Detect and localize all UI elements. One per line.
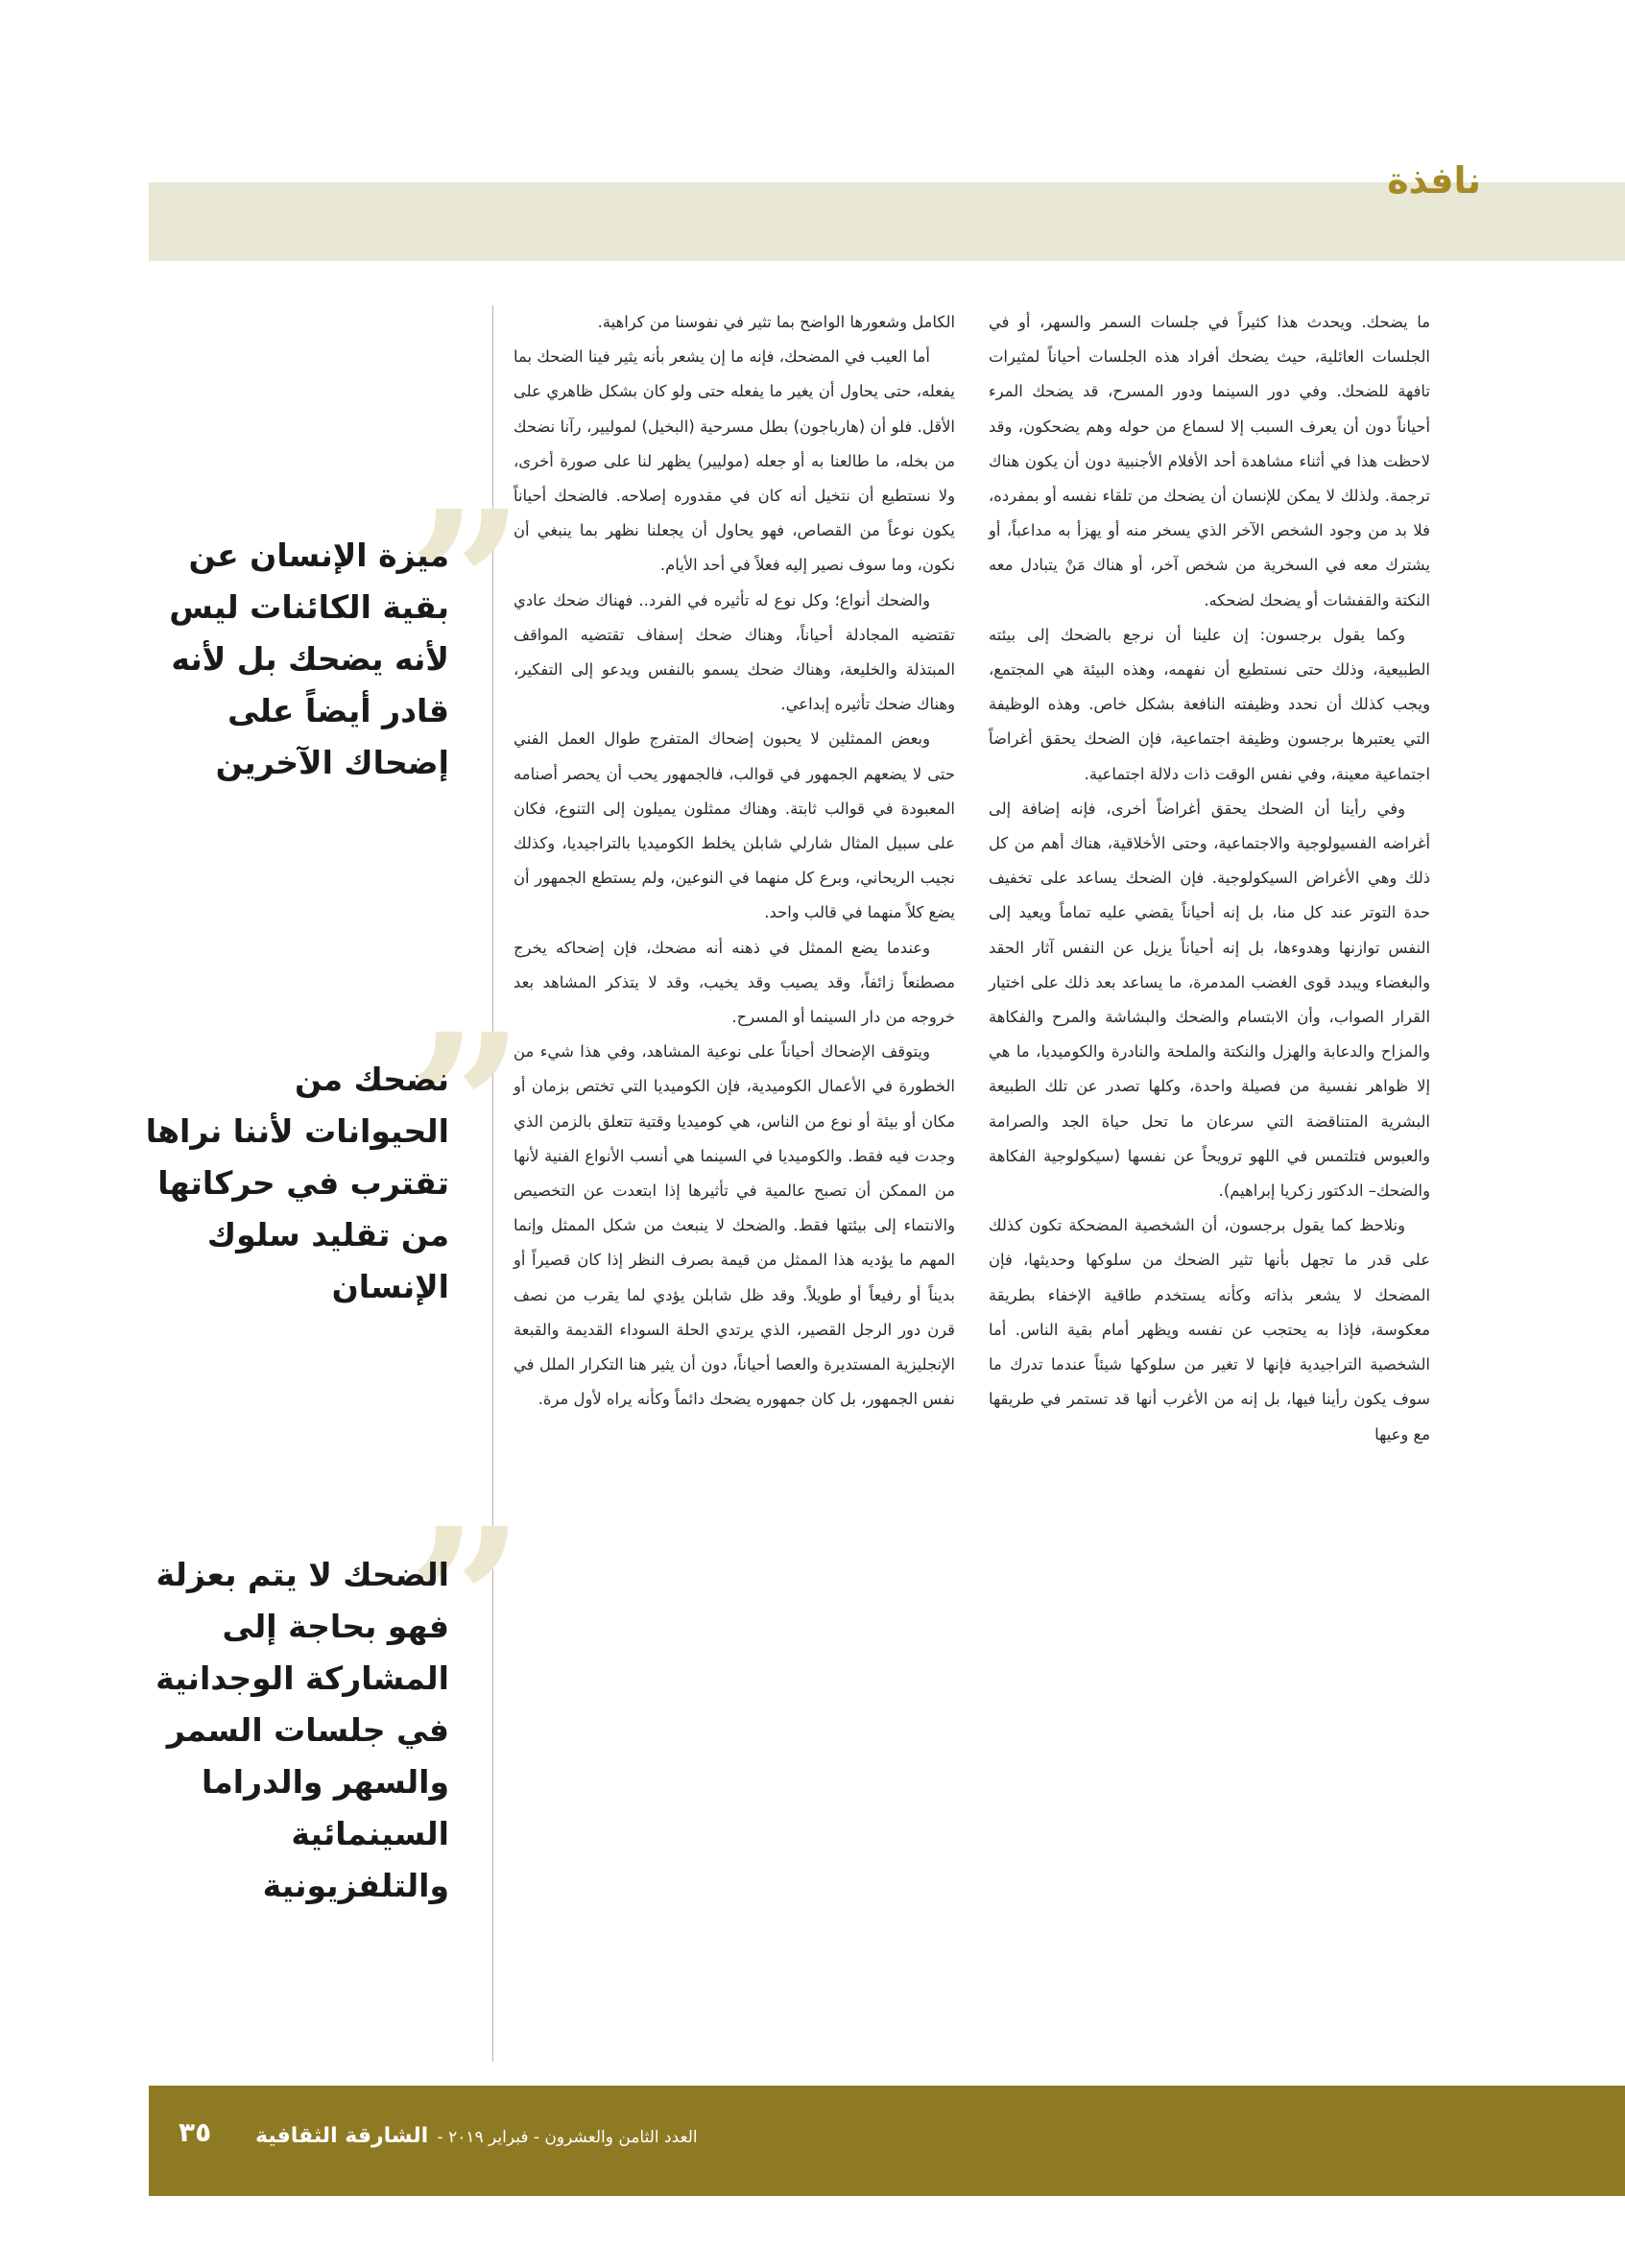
- article-column-middle: [514, 305, 955, 1418]
- pull-quote: نضحك من الحيوانات لأننا نراها تقترب في حركاتها من تقليد سلوك الإنسان: [145, 1061, 449, 1305]
- paragraph: وعندما يضع الممثل في ذهنه أنه مضحك، فإن إضحاكه يخرج مصطنعاً زائفاً، وقد يصيب وقد يخيب، وقد لا يتذكر المشاهد بعد خروجه من دار السينما أو المسرح.: [514, 938, 955, 1027]
- issue-text: العدد الثامن والعشرون - فبراير ٢٠١٩ -: [437, 2128, 698, 2147]
- footer-issue: [255, 2124, 698, 2148]
- quote-mark-icon: ”: [408, 990, 524, 1227]
- paragraph: ونلاحظ كما يقول برجسون، أن الشخصية المضحكة تكون كذلك على قدر ما تجهل بأنها تثير الضحك من سلوكها وحديثها، فإن المضحك لا يشعر بذاته وكأنه يستخدم طاقية الإخفاء بطريقة معكوسة، فإذا به يحتجب عن نفسه ويظهر أمام بقية الناس. أما الشخصية التراجيدية فإنها لا تغير من سلوكها شيئاً عندما تدرك ما سوف يكون رأينا فيها، بل إنه من الأغرب أنها قد تستمر في طريقها مع وعيها: [989, 1216, 1430, 1444]
- paragraph: ويتوقف الإضحاك أحياناً على نوعية المشاهد، وفي هذا شيء من الخطورة في الأعمال الكوميدية، فإن الكوميديا التي تختص بزمان أو مكان أو بيئة أو نوع من الناس، هي كوميديا وقتية تتعلق بالزمن الذي وجدت فيه فقط. والكوميديا في السينما هي أنسب الأنواع الفنية لأنها من الممكن أن تصبح عالمية في تأثيرها إذا ابتعدت عن التخصيص والانتماء إلى بيئتها فقط. والضحك لا ينبعث من شكل الممثل وإنما المهم ما يؤديه هذا الممثل من قيمة بصرف النظر إذا كان قصيراً أو بديناً أو رفيعاً أو طويلاً. وقد ظل شابلن يؤدي لما يقرب من نصف قرن دور الرجل القصير، الذي يرتدي الحلة السوداء القديمة والقبعة الإنجليزية المستديرة والعصا أحياناً، دون أن يثير هنا التكرار الملل في نفس الجمهور، بل كان جمهوره يضحك دائماً وكأنه يراه لأول مرة.: [514, 1042, 955, 1409]
- pull-quote: ميزة الإنسان عن بقية الكائنات ليس لأنه يضحك بل لأنه قادر أيضاً على إضحاك الآخرين: [169, 537, 449, 781]
- article-column-right: [989, 305, 1430, 1452]
- pull-quote: الضحك لا يتم بعزلة فهو بحاجة إلى المشاركة الوجدانية في جلسات السمر والسهر والدراما السينمائية والتلفزيونية: [155, 1556, 449, 1904]
- paragraph: والضحك أنواع؛ وكل نوع له تأثيره في الفرد.. فهناك ضحك عادي تقتضيه المجادلة أحياناً، وهناك ضحك إسفاف تقتضيه المواقف المبتذلة والخليعة، وهناك ضحك يسمو بالنفس ويدعو إلى التفكير، وهناك ضحك تأثيره إبداعي.: [514, 590, 955, 714]
- paragraph: ما يضحك. ويحدث هذا كثيراً في جلسات السمر والسهر، أو في الجلسات العائلية، حيث يضحك أفراد هذه الجلسات أحياناً لمثيرات تافهة للضحك. وفي دور السينما ودور المسرح، قد يضحك المرء أحياناً دون أن يعرف السبب إلا لسماع من حوله وهم يضحكون، وقد لاحظت هذا في أثناء مشاهدة أحد الأفلام الأجنبية دون أن يكون هناك ترجمة. ولذلك لا يمكن للإنسان أن يضحك من تلقاء نفسه أو بمفرده، فلا بد من وجود الشخص الآخر الذي يسخر منه أو يهزأ به مداعباً، أو يشترك معه في السخرية من شخص آخر، أو هناك مَنْ يتبادل معه النكتة والقفشات أو يضحك لضحكه.: [989, 313, 1430, 609]
- magazine-logo: الشارقة الثقافية: [255, 2124, 429, 2148]
- paragraph: وفي رأينا أن الضحك يحقق أغراضاً أخرى، فإنه إضافة إلى أغراضه الفسيولوجية والاجتماعية، وحتى الأخلاقية، هناك أهم من كل ذلك وهي الأغراض السيكولوجية. فإن الضحك يساعد على تخفيف حدة التوتر عند كل منا، بل إنه أحياناً يقضي عليه تماماً ويعيد إلى النفس توازنها وهدوءها، بل إنه أحياناً يزيل عن النفس آثار الحقد والبغضاء ويبدد قوى الغضب المدمرة، ما يساعد بعد ذلك على اختيار القرار الصواب، وأن الابتسام والضحك والبشاشة والمرح والفكاهة والمزاح والدعابة والهزل والنكتة والملحة والنادرة والكوميديا، ما هي إلا ظواهر نفسية من فصيلة واحدة، وكلها تصدر عن تلك الطبيعة البشرية المتناقضة التي سرعان ما تحل حياة الجد والصرامة والعبوس فتلتمس في اللهو ترويحاً عن نفسها (سيكولوجية الفكاهة والضحك– الدكتور زكريا إبراهيم).: [989, 799, 1430, 1201]
- quote-mark-icon: ”: [408, 466, 524, 704]
- section-label: نافذة: [1387, 159, 1481, 202]
- page-number: ٣٥: [179, 2116, 212, 2148]
- paragraph: أما العيب في المضحك، فإنه ما إن يشعر بأنه يثير فينا الضحك بما يفعله، حتى يحاول أن يغير ما يفعله حتى ولو كان بشكل ظاهري على الأقل. فلو أن (هارباجون) بطل مسرحية (البخيل) لموليير، رآنا نضحك من بخله، ما طالعنا به أو جعله (موليير) يظهر لنا على صورة أخرى، ولا نستطيع أن نتخيل أنه كان في مقدوره إصلاحه. فالضحك أحياناً يكون نوعاً من القصاص، فهو يحاول أن يجعلنا نظهر بما ينبغي أن نكون، وما سوف نصير إليه فعلاً في أحد الأيام.: [514, 347, 955, 575]
- paragraph: الكامل وشعورها الواضح بما تثير في نفوسنا من كراهية.: [597, 313, 955, 331]
- paragraph: وبعض الممثلين لا يحبون إضحاك المتفرج طوال العمل الفني حتى لا يضعهم الجمهور في قوالب، فالجمهور يحب أن يحصر أصنامه المعبودة في قوالب ثابتة. وهناك ممثلون يميلون إلى التنوع، فكان على سبيل المثال شارلي شابلن يخلط الكوميديا بالتراجيديا، وكذلك نجيب الريحاني، وبرع كل منهما في النوعين، ولم يستطع الجمهور أن يضع كلاً منهما في قالب واحد.: [514, 729, 955, 922]
- paragraph: وكما يقول برجسون: إن علينا أن نرجع بالضحك إلى بيئته الطبيعية، وذلك حتى نستطيع أن نفهمه، وهذه البيئة هي المجتمع، ويجب كذلك أن نحدد وظيفته النافعة بشكل خاص. وهذه الوظيفة التي يعتبرها برجسون وظيفة اجتماعية، فإن الضحك يحقق أغراضاً اجتماعية معينة، وفي نفس الوقت ذات دلالة اجتماعية.: [989, 625, 1430, 783]
- quote-mark-icon: ”: [408, 1484, 524, 1721]
